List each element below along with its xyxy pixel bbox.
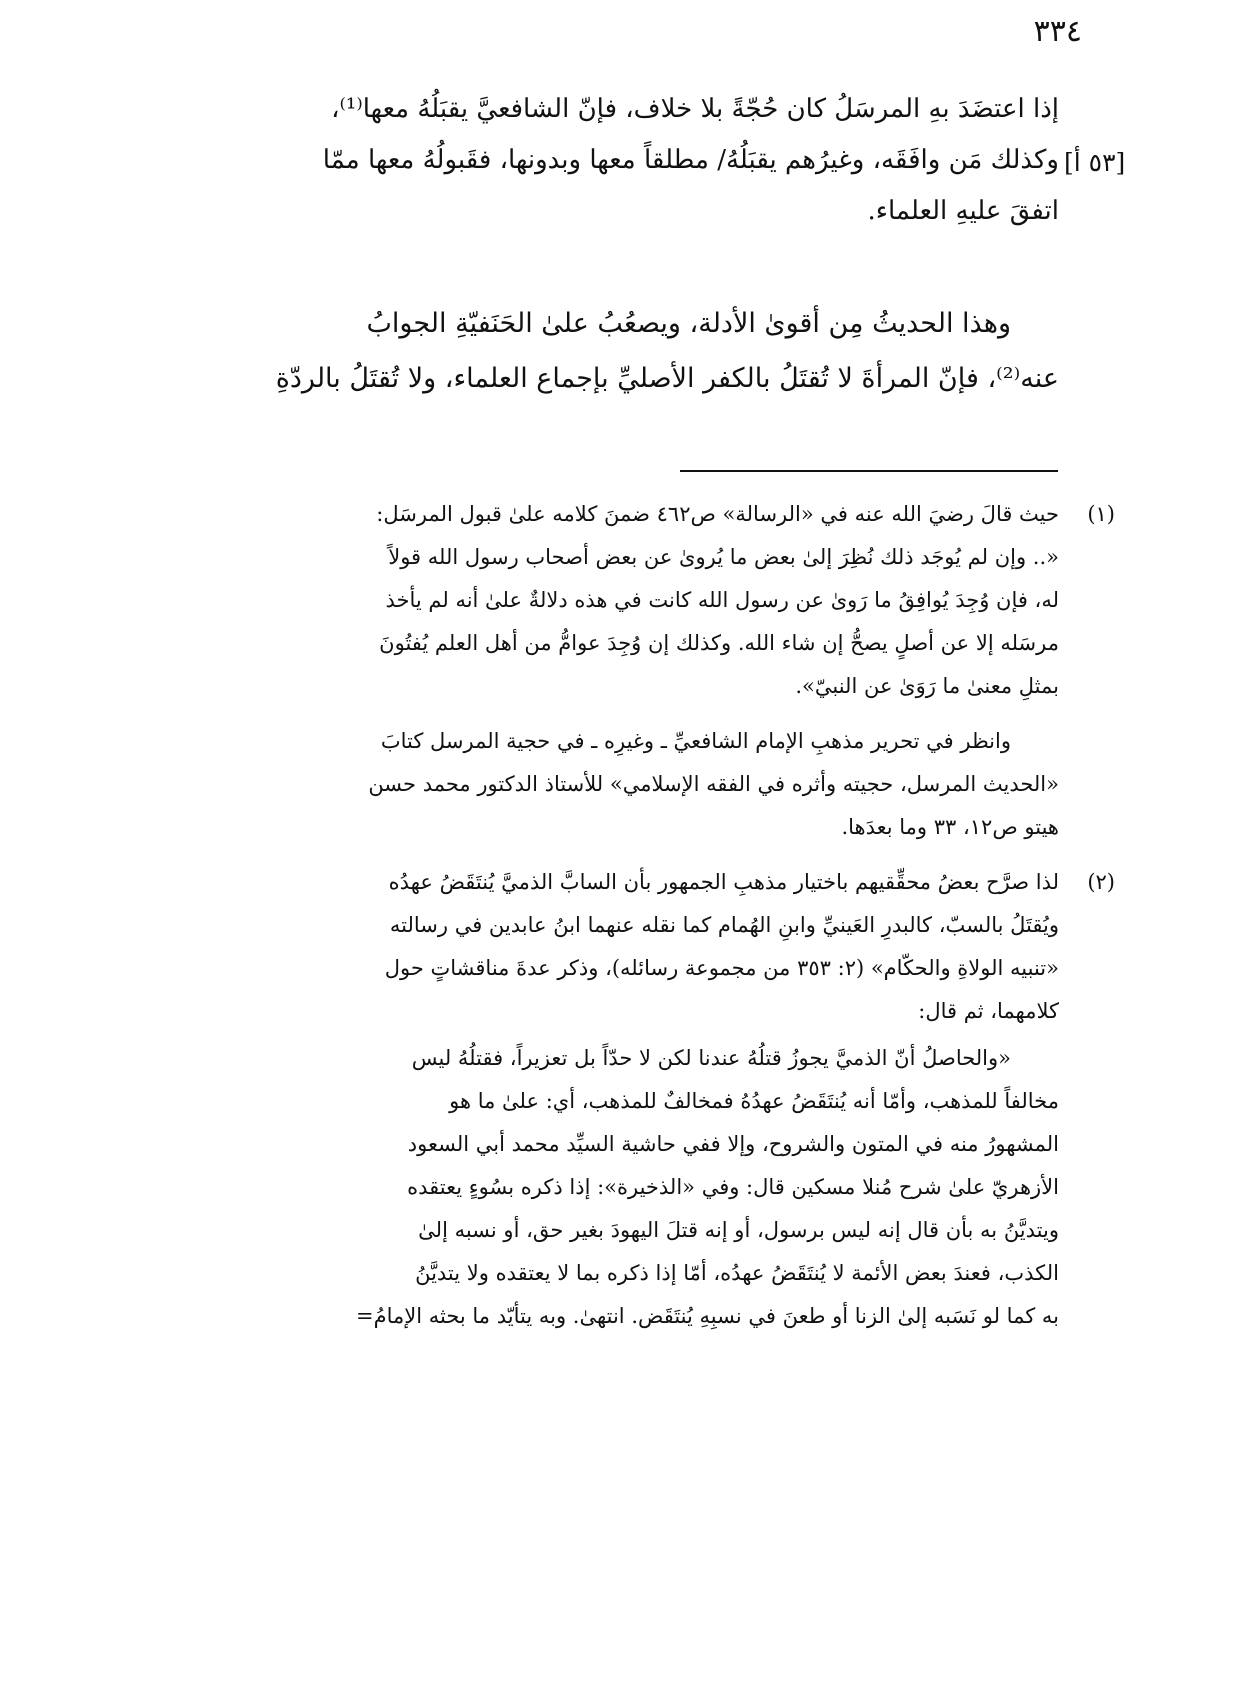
footnote-line: مرسَله إلا عن أصلٍ يصحُّ إن شاء الله. وكذلك إن وُجِدَ عوامُّ من أهل العلم يُفتُونَ: [379, 631, 1059, 655]
footnote-line: ويتديَّنُ به بأن قال إنه ليس برسول، أو إنه قتلَ اليهودَ بغير حق، أو نسبه إلىٰ: [418, 1218, 1059, 1242]
footnote-line: هيتو ص١٢، ٣٣ وما بعدَها.: [841, 815, 1059, 839]
main-paragraph-1-line: إذا اعتضَدَ بهِ المرسَلُ كان حُجّةً بلا خلاف، فإنّ الشافعيَّ يقبَلُهُ معها⁽¹⁾،: [331, 94, 1059, 124]
footnote-1: [124, 493, 1115, 849]
footnote-line: حيث قالَ رضيَ الله عنه في «الرسالة» ص٤٦٢ ضمنَ كلامه علىٰ قبول المرسَل:: [376, 502, 1059, 526]
manuscript-folio-note: [٥٣ أ]: [1064, 148, 1126, 177]
footnote-line: الأزهريّ علىٰ شرح مُنلا مسكين قال: وفي «الذخيرة»: إذا ذكره بسُوءٍ يعتقده: [407, 1175, 1059, 1199]
footnote-number: (١): [1087, 502, 1115, 526]
footnote-line: المشهورُ منه في المتون والشروح، وإلا ففي حاشية السيِّد محمد أبي السعود: [407, 1132, 1059, 1156]
footnote-paragraph: [124, 493, 1059, 708]
footnote-line: الكذب، فعندَ بعض الأئمة لا يُنتَقَضُ عهدُه، أمّا إذا ذكره بما لا يعتقده ولا يتديَّنُ: [415, 1261, 1059, 1285]
footnote-line: وانظر في تحرير مذهبِ الإمام الشافعيِّ ـ وغيرِه ـ في حجية المرسل كتابَ: [380, 729, 1011, 753]
footnote-line: له، فإن وُجِدَ يُوافِقُ ما رَوىٰ عن رسول الله كانت في هذه دلالةٌ علىٰ أنه لم يأخذ: [385, 588, 1059, 612]
footnote-paragraph: [124, 1037, 1059, 1338]
footnote-number: (٢): [1087, 870, 1115, 894]
page-number: ٣٣٤: [1033, 14, 1082, 49]
main-paragraph-2-line: عنه⁽²⁾، فإنّ المرأةَ لا تُقتَلُ بالكفر الأصليِّ بإجماع العلماء، ولا تُقتَلُ بالردّةِ: [275, 363, 1059, 394]
footnote-paragraph: [124, 861, 1059, 1033]
footnote-separator: [680, 470, 1058, 472]
main-paragraph-2-line: وهذا الحديثُ مِن أقوىٰ الأدلة، ويصعُبُ علىٰ الحَنَفيّةِ الجوابُ: [366, 308, 1011, 339]
footnote-line: به كما لو نَسَبه إلىٰ الزنا أو طعنَ في نسبِهِ يُنتَقَض. انتهىٰ. وبه يتأيّد ما بحثه الإمامُ=: [356, 1304, 1059, 1328]
spacer: [124, 712, 1059, 720]
footnote-line: «تنبيه الولاةِ والحكّام» (٢: ٣٥٣ من مجموعة رسائله)، وذكر عدةَ مناقشاتٍ حول: [384, 956, 1059, 980]
footnotes: [124, 493, 1115, 1342]
footnote-line: مخالفاً للمذهب، وأمّا أنه يُنتَقَضُ عهدُهُ فمخالفٌ للمذهب، أي: علىٰ ما هو: [449, 1089, 1059, 1113]
main-paragraph-1-line: وكذلك مَن وافَقَه، وغيرُهم يقبَلُهُ/ مطلقاً معها وبدونها، فقَبولُهُ معها ممّا: [322, 145, 1059, 175]
footnote-line: «والحاصلُ أنّ الذميَّ يجوزُ قتلُهُ عندنا لكن لا حدّاً بل تعزيراً، فقتلُهُ ليس: [411, 1046, 1011, 1070]
footnote-line: بمثلِ معنىٰ ما رَوَىٰ عن النبيّ».: [795, 674, 1059, 698]
spacer: [124, 853, 1059, 861]
footnote-2: [124, 861, 1115, 1338]
footnote-line: كلامهما، ثم قال:: [918, 999, 1059, 1023]
footnote-line: «الحديث المرسل، حجيته وأثره في الفقه الإسلامي» للأستاذ الدكتور محمد حسن: [368, 772, 1059, 796]
main-paragraph-2: [124, 296, 1059, 406]
footnote-paragraph: [124, 720, 1059, 849]
footnote-line: «.. وإن لم يُوجَد ذلك نُظِرَ إلىٰ بعض ما يُروىٰ عن بعض أصحاب رسول الله قولاً: [388, 545, 1059, 569]
footnote-line: لذا صرَّح بعضُ محقِّقيهم باختيار مذهبِ الجمهور بأن السابَّ الذميَّ يُنتَقَضُ عهدُه: [388, 870, 1059, 894]
main-paragraph-1: [124, 84, 1059, 237]
main-paragraph-1-line: اتفقَ عليهِ العلماء.: [867, 196, 1059, 226]
footnote-line: ويُقتَلُ بالسبّ، كالبدرِ العَينيِّ وابنِ الهُمام كما نقله عنهما ابنُ عابدين في رسالته: [389, 913, 1059, 937]
